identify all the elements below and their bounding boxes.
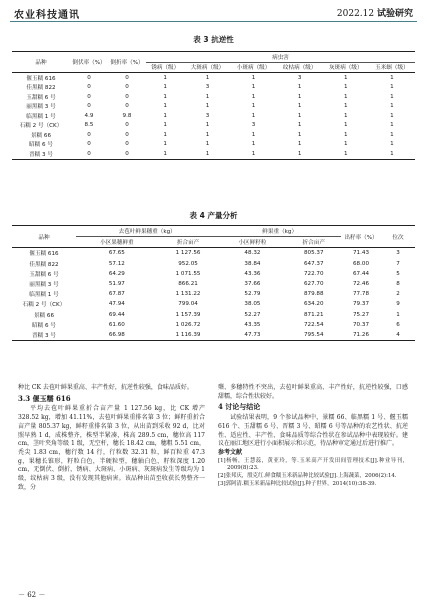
- t4-h-rank: 位次: [381, 226, 415, 248]
- table-row: [12, 140, 415, 150]
- table-cell: 景糯 66: [33, 312, 55, 319]
- table-cell: 佳黑糯 822: [26, 85, 56, 92]
- table-cell: 1: [251, 93, 256, 100]
- table-row: [12, 102, 415, 112]
- table-cell: 临黑糯 1 号: [29, 292, 59, 299]
- table-cell: 1: [163, 103, 167, 110]
- t3-sub-4: 灰斑病（级）: [329, 65, 363, 72]
- table-cell: 866.21: [178, 281, 198, 288]
- table-cell: 6: [396, 321, 400, 328]
- page-number: － 62 －: [18, 591, 46, 599]
- table-cell: 1: [205, 141, 210, 148]
- table-cell: 1 116.39: [175, 331, 201, 338]
- t4-h-fresh-weight: 鲜果重（kg）: [218, 226, 341, 237]
- table-cell: 9: [396, 301, 400, 308]
- table-cell: 1: [344, 74, 348, 81]
- table-cell: 昭糯 6 号: [29, 142, 53, 149]
- t4-h-fresh-ear: 去苞叶鲜果穗重（kg）: [76, 226, 218, 237]
- table-cell: 79.37: [352, 301, 369, 308]
- table-cell: 4: [396, 331, 400, 338]
- t4-sub-1: 折合亩产: [176, 240, 200, 247]
- table-cell: 1: [344, 141, 348, 148]
- table-cell: 47.73: [244, 331, 261, 338]
- table-cell: 1: [390, 84, 394, 91]
- table-cell: 4.9: [84, 112, 94, 119]
- table-cell: 952.05: [178, 260, 198, 267]
- table-cell: 3: [205, 84, 210, 91]
- table-cell: 1: [390, 131, 394, 138]
- table-row: [12, 289, 415, 299]
- table-cell: 3: [251, 122, 256, 129]
- table-cell: 43.35: [244, 321, 261, 328]
- table-row: [12, 299, 415, 309]
- table-cell: 64.29: [108, 270, 125, 277]
- table-cell: 1: [297, 131, 302, 138]
- table-cell: 1: [163, 84, 167, 91]
- table-cell: 昭糯 6 号: [32, 322, 56, 329]
- table-cell: 1: [390, 150, 394, 157]
- table-row: [12, 269, 415, 279]
- table-cell: 1: [344, 131, 348, 138]
- table-cell: 1: [390, 74, 394, 81]
- right-para-2: 试验结果表明，9 个参试品种中，景糯 66、临黑糯 1 号、偃玉糯 616 个、玉甜糯 6 号、晋糯 3 号、昭糯 6 号等品种的农艺性状、抗逆性、适应性、丰产性、食味品质等综合性状在参试品种中表现较好。建议在丽江地区进行小面积展示和示范，待品种审定通过后进行推广。: [218, 414, 408, 448]
- table-row: [12, 73, 415, 83]
- t4-sub-2: 小区鲜籽粒: [238, 240, 267, 247]
- table-cell: 1: [163, 141, 167, 148]
- left-para-1: 种比 CK 去苞叶鲜果重高、丰产性好，抗逆性较强，食味品质好。: [18, 384, 193, 391]
- table-cell: 1: [251, 141, 256, 148]
- left-column: [18, 384, 205, 492]
- table-cell: 879.88: [303, 291, 324, 298]
- table-row: [12, 310, 415, 320]
- table-cell: 75.27: [352, 311, 369, 318]
- table-cell: 1: [390, 141, 394, 148]
- table-cell: 晋糯 3 号: [29, 151, 53, 158]
- table-cell: 77.78: [352, 291, 369, 298]
- page-header: [10, 5, 417, 21]
- table-cell: 偃玉糯 616: [29, 251, 59, 258]
- table-cell: 丽黑糯 3 号: [26, 104, 56, 111]
- table-cell: 66.98: [108, 331, 125, 338]
- table-cell: 52.27: [244, 311, 261, 318]
- table-cell: 51.97: [108, 281, 125, 288]
- table-cell: 1: [251, 74, 256, 81]
- table-cell: 1 157.39: [175, 311, 201, 318]
- t4-h-rate: 出籽率（%）: [341, 226, 381, 248]
- table-cell: 3: [396, 250, 400, 257]
- table-cell: 石糯 2 号（CK）: [19, 123, 63, 130]
- table-cell: 722.70: [303, 270, 324, 277]
- t3-h-break: 倒折率（%）: [108, 52, 146, 73]
- table-cell: 0: [125, 84, 129, 91]
- table-cell: 57.12: [108, 260, 125, 267]
- table-cell: 0: [125, 150, 129, 157]
- table-cell: 0: [87, 74, 91, 81]
- table-cell: 1: [344, 103, 348, 110]
- left-para-2: 平均去苞叶鲜果重折合亩产量 1 127.56 kg，比 CK 增产 328.52 kg，增加 41.11%，去苞叶鲜果重排名第 3 位；鲜籽重折合亩产量 805.37 kg，鲜籽重排名第 3 位，从出苗到采收 92 d，比对照早熟 1 d，成株整齐，株型半紧凑，株高 289.5 cm，穗位高 117 cm，茎叶夹角等级 1 级，无空杆，穗长 18.42 cm，穗粗 5.51 cm，秃尖 1.83 cm，穗行数 14 行，行粒数 32.31 粒，鲜百粒重 47.3 g，果穗长锥形，籽粒白色，半硬粒型，穗轴白色，籽粒深度 1.20 cm，无倒伏、倒折，锈病、大斑病、小斑病、灰斑病发生等级均为 1 级，纹枯病 3 级，没有发现其他病害。该品种出苗至收获长势整齐一致，分: [18, 405, 205, 491]
- table-cell: 0: [125, 122, 129, 129]
- right-para-1: 蘖、多穗特性不突出，去苞叶鲜果重高、丰产性好，抗逆性较强，口感甜糯，综合性状较好。: [218, 384, 408, 400]
- table-row: [12, 248, 415, 259]
- table-cell: 647.37: [303, 260, 324, 267]
- t3-h-variety: 品种: [12, 52, 70, 73]
- table-cell: 47.94: [108, 301, 125, 308]
- table-cell: 68.00: [352, 260, 369, 267]
- table-cell: 37.66: [244, 281, 261, 288]
- t3-sub-5: 玉米螟（级）: [375, 65, 409, 72]
- table-cell: 1: [390, 112, 394, 119]
- table-cell: 0: [125, 103, 129, 110]
- table-cell: 1: [205, 93, 210, 100]
- table-cell: 67.44: [352, 270, 369, 277]
- table-cell: 0: [87, 103, 91, 110]
- section-3-3-heading: 3.3 偃玉糯 616: [18, 393, 71, 403]
- t3-sub-2: 小斑病（级）: [236, 65, 271, 72]
- t4-h-variety: 品种: [12, 226, 76, 248]
- table-cell: 38.05: [244, 301, 261, 308]
- table-cell: 1: [251, 84, 256, 91]
- table-cell: 0: [87, 84, 91, 91]
- table-cell: 丽黑糯 3 号: [29, 282, 59, 289]
- table-cell: 1: [205, 122, 210, 129]
- right-column: [218, 384, 408, 489]
- table-cell: 3: [205, 112, 210, 119]
- table-cell: 玉甜糯 6 号: [26, 94, 56, 101]
- table-cell: 0: [87, 93, 91, 100]
- t3-sub-0: 锈病（级）: [151, 65, 180, 72]
- table-cell: 805.37: [303, 250, 324, 257]
- table-row: [12, 83, 415, 93]
- table-cell: 1: [390, 122, 394, 129]
- table-cell: 玉甜糯 6 号: [29, 271, 59, 278]
- table-cell: 景糯 66: [30, 132, 52, 139]
- table-row: [12, 259, 415, 269]
- table-cell: 1: [344, 122, 348, 129]
- table-cell: 1 071.55: [175, 270, 201, 277]
- table-cell: 43.36: [244, 270, 261, 277]
- table-cell: 石糯 2 号（CK）: [22, 302, 66, 309]
- table-cell: 722.54: [303, 321, 324, 328]
- table-cell: 2: [396, 291, 400, 298]
- table-cell: 1: [251, 131, 256, 138]
- table-cell: 1: [163, 150, 167, 157]
- table-cell: 69.44: [108, 311, 125, 318]
- table-cell: 61.60: [108, 321, 125, 328]
- t3-sub-3: 纹枯病（级）: [282, 65, 317, 72]
- table-cell: 1: [390, 103, 394, 110]
- table-cell: 1: [163, 93, 167, 100]
- table-cell: 67.65: [108, 250, 125, 257]
- t4-sub-3: 折合亩产: [302, 240, 325, 247]
- table-cell: 634.20: [303, 301, 324, 308]
- reference-item: [3]郭阿清.糯玉米新品种比较试验[J].种子世界，2014(10):38-39.: [218, 481, 377, 488]
- resistance-table: [12, 51, 415, 160]
- table-cell: 1: [297, 150, 302, 157]
- table-cell: 9.8: [122, 112, 132, 119]
- table-cell: 0: [125, 93, 129, 100]
- table-cell: 0: [125, 131, 129, 138]
- header-divider: [10, 21, 417, 22]
- journal-name: 农业科技通讯: [14, 10, 80, 21]
- table-cell: 1: [344, 150, 348, 157]
- table-cell: 1: [396, 311, 400, 318]
- table-cell: 1: [205, 103, 210, 110]
- table-cell: 7: [396, 260, 400, 267]
- table-cell: 1: [163, 74, 167, 81]
- references-title: 参考文献: [218, 448, 243, 456]
- table-cell: 1: [163, 122, 167, 129]
- table-cell: 8.5: [84, 122, 94, 129]
- t3-h-lodging: 倒伏率（%）: [70, 52, 108, 73]
- table-row: [12, 279, 415, 289]
- table-cell: 1: [344, 93, 348, 100]
- table-cell: 1 026.72: [175, 321, 201, 328]
- table-cell: 0: [125, 141, 129, 148]
- table-cell: 52.79: [244, 291, 261, 298]
- table-cell: 0: [125, 74, 129, 81]
- table-cell: 0: [87, 150, 91, 157]
- table-cell: 1: [297, 93, 302, 100]
- table-cell: 71.43: [352, 250, 369, 257]
- table-cell: 1 127.56: [175, 250, 201, 257]
- table-cell: 1: [251, 103, 256, 110]
- t4-sub-0: 小区果穗鲜重: [100, 240, 134, 247]
- yield-table: [12, 225, 415, 341]
- section-name: 试验研究: [376, 9, 413, 19]
- table-cell: 1: [297, 84, 302, 91]
- table-cell: 38.84: [244, 260, 261, 267]
- table-cell: 3: [297, 74, 302, 81]
- reference-item: [2]张邦庆，殷克红.鲜食糯玉米新品种比较试验[J].上海蔬菜，2006(2):14.: [218, 473, 397, 480]
- table-cell: 1: [297, 122, 302, 129]
- table-cell: 1: [163, 112, 167, 119]
- table-cell: 71.26: [352, 331, 369, 338]
- table-cell: 1: [344, 112, 348, 119]
- table-row: [12, 92, 415, 102]
- table-row: [12, 320, 415, 330]
- table-row: [12, 111, 415, 121]
- table-cell: 晋糯 3 号: [32, 332, 56, 339]
- table-cell: 0: [87, 131, 91, 138]
- table3-caption: 表 3 抗逆性: [193, 35, 234, 44]
- table-cell: 795.54: [303, 331, 324, 338]
- table-cell: 偃玉糯 616: [26, 75, 56, 82]
- table-cell: 0: [87, 141, 91, 148]
- table-cell: 8: [396, 281, 400, 288]
- table-row: [12, 149, 415, 159]
- table-cell: 1: [251, 150, 256, 157]
- t3-sub-1: 大斑病（级）: [190, 65, 225, 72]
- table-cell: 1: [205, 74, 210, 81]
- table-cell: 1: [205, 131, 210, 138]
- references-list: [218, 458, 408, 489]
- table-row: [12, 121, 415, 131]
- table-cell: 1: [297, 103, 302, 110]
- table-cell: 1 131.22: [175, 291, 201, 298]
- table-cell: 799.04: [178, 301, 198, 308]
- issue-number: 2022.12: [336, 9, 375, 19]
- table-cell: 1: [251, 112, 256, 119]
- table-cell: 627.70: [303, 281, 324, 288]
- table-cell: 1: [297, 112, 302, 119]
- table-cell: 1: [205, 150, 210, 157]
- table-row: [12, 130, 415, 140]
- table-cell: 67.87: [108, 291, 125, 298]
- reference-item: [1]杨畅，王慧蕊，黄亚玲，等.玉米高产开发田间管理技术[J].种业导刊，2009(8):23.: [218, 457, 408, 472]
- table-cell: 1: [344, 84, 348, 91]
- table-cell: 72.46: [352, 281, 369, 288]
- table-cell: 48.32: [244, 250, 261, 257]
- section-4-heading: 4 讨论与结论: [218, 402, 261, 412]
- table-cell: 70.37: [352, 321, 369, 328]
- issue-label: [337, 6, 413, 19]
- table-cell: 1: [163, 131, 167, 138]
- table-cell: 临黑糯 1 号: [26, 113, 56, 120]
- t3-h-disease: 病虫害: [146, 52, 415, 63]
- table-cell: 871.21: [303, 311, 324, 318]
- table4-caption: 表 4 产量分析: [189, 211, 238, 220]
- table-cell: 佳黑糯 822: [29, 261, 59, 268]
- table-cell: 1: [390, 93, 394, 100]
- table-cell: 5: [396, 270, 400, 277]
- table-cell: 1: [297, 141, 302, 148]
- table-row: [12, 330, 415, 341]
